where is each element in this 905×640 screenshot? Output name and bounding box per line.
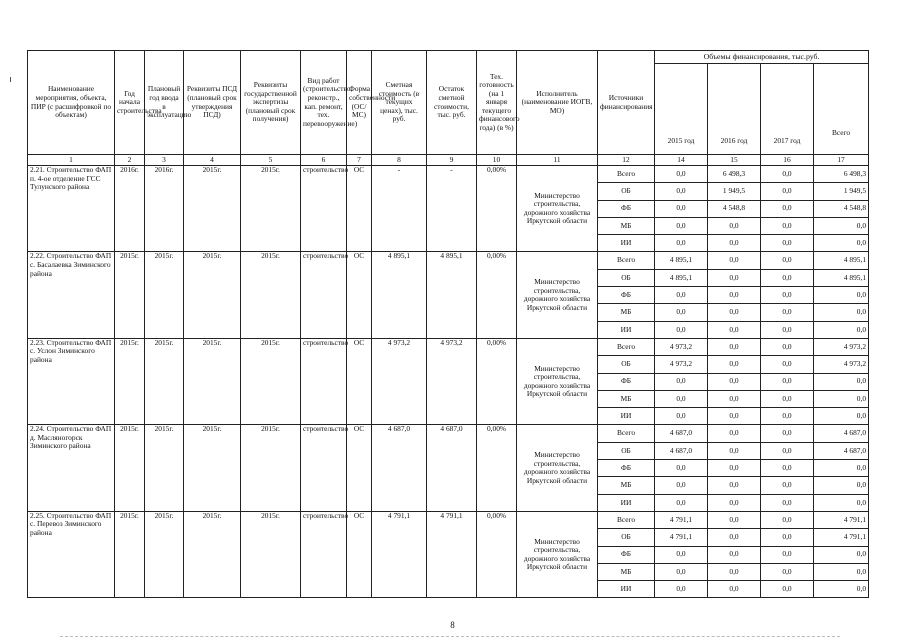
value-2015: 0,0 xyxy=(655,460,708,477)
value-total: 0,0 xyxy=(814,304,869,321)
estimate-cost: 4 973,2 xyxy=(372,338,427,424)
margin-mark xyxy=(10,77,11,82)
value-2016: 0,0 xyxy=(708,511,761,528)
value-2015: 4 895,1 xyxy=(655,252,708,269)
value-2015: 0,0 xyxy=(655,563,708,580)
ownership: ОС xyxy=(347,511,372,597)
column-number: 6 xyxy=(301,155,347,166)
value-2017: 0,0 xyxy=(761,494,814,511)
value-total: 4 791,1 xyxy=(814,511,869,528)
value-2017: 0,0 xyxy=(761,269,814,286)
value-2017: 0,0 xyxy=(761,408,814,425)
readiness: 0,00% xyxy=(477,425,517,511)
value-2016: 0,0 xyxy=(708,235,761,252)
value-2015: 0,0 xyxy=(655,217,708,234)
remaining-cost: 4 973,2 xyxy=(427,338,477,424)
value-total: 4 973,2 xyxy=(814,356,869,373)
value-2015: 0,0 xyxy=(655,373,708,390)
value-2017: 0,0 xyxy=(761,166,814,183)
value-2017: 0,0 xyxy=(761,217,814,234)
value-2017: 0,0 xyxy=(761,425,814,442)
value-2015: 0,0 xyxy=(655,477,708,494)
funding-source: Всего xyxy=(598,425,655,442)
funding-source: ИИ xyxy=(598,321,655,338)
col-work-type-header: Вид работ (строительство, реконстр., кап. ремонт, тех. перевооружение) xyxy=(301,51,347,155)
value-total: 6 498,3 xyxy=(814,166,869,183)
object-name: 2.21. Строительство ФАП п. 4-ое отделение ГСС Тулунского района xyxy=(28,166,115,252)
table-body xyxy=(28,166,869,598)
value-2016: 0,0 xyxy=(708,287,761,304)
col-sources-header: Источники финансирования xyxy=(598,51,655,155)
funding-source: Всего xyxy=(598,252,655,269)
funding-source: ИИ xyxy=(598,494,655,511)
value-2016: 0,0 xyxy=(708,563,761,580)
readiness: 0,00% xyxy=(477,338,517,424)
value-2016: 0,0 xyxy=(708,408,761,425)
expertise-date: 2015г. xyxy=(241,252,301,338)
column-number: 17 xyxy=(814,155,869,166)
value-total: 1 949,5 xyxy=(814,183,869,200)
value-2016: 0,0 xyxy=(708,529,761,546)
value-2015: 4 687,0 xyxy=(655,425,708,442)
year-start: 2015г. xyxy=(115,425,145,511)
value-total: 4 687,0 xyxy=(814,425,869,442)
col-year-start-header: Год начала строительства xyxy=(115,51,145,155)
column-number: 2 xyxy=(115,155,145,166)
funding-source: Всего xyxy=(598,166,655,183)
funding-source: ФБ xyxy=(598,546,655,563)
value-2015: 0,0 xyxy=(655,304,708,321)
funding-source: Всего xyxy=(598,338,655,355)
value-total: 0,0 xyxy=(814,408,869,425)
planned-year: 2015г. xyxy=(145,511,184,597)
funding-source: ОБ xyxy=(598,183,655,200)
value-total: 0,0 xyxy=(814,235,869,252)
year-start: 2015г. xyxy=(115,252,145,338)
psd-date: 2015г. xyxy=(184,252,241,338)
remaining-cost: - xyxy=(427,166,477,252)
funding-source: МБ xyxy=(598,217,655,234)
col-2016-header: 2016 год xyxy=(708,64,761,155)
funding-source: ИИ xyxy=(598,408,655,425)
estimate-cost: 4 687,0 xyxy=(372,425,427,511)
work-type: строительство xyxy=(301,338,347,424)
psd-date: 2015г. xyxy=(184,511,241,597)
table-row xyxy=(28,252,869,269)
estimate-cost: 4 791,1 xyxy=(372,511,427,597)
planned-year: 2015г. xyxy=(145,338,184,424)
funding-source: ОБ xyxy=(598,356,655,373)
value-2017: 0,0 xyxy=(761,546,814,563)
value-2015: 0,0 xyxy=(655,390,708,407)
funding-source: ФБ xyxy=(598,200,655,217)
expertise-date: 2015г. xyxy=(241,338,301,424)
column-number: 14 xyxy=(655,155,708,166)
funding-source: МБ xyxy=(598,477,655,494)
value-total: 0,0 xyxy=(814,460,869,477)
value-2015: 0,0 xyxy=(655,581,708,598)
value-2015: 0,0 xyxy=(655,546,708,563)
col-expertise-header: Реквизиты государственной экспертизы (плановый срок получения) xyxy=(241,51,301,155)
value-2017: 0,0 xyxy=(761,477,814,494)
value-total: 0,0 xyxy=(814,494,869,511)
value-2016: 0,0 xyxy=(708,390,761,407)
ownership: ОС xyxy=(347,338,372,424)
value-2015: 0,0 xyxy=(655,287,708,304)
ownership: ОС xyxy=(347,252,372,338)
value-2016: 0,0 xyxy=(708,477,761,494)
value-2015: 0,0 xyxy=(655,321,708,338)
value-2015: 4 973,2 xyxy=(655,338,708,355)
work-type: строительство xyxy=(301,425,347,511)
col-readiness-header: Тех. готовность (на 1 января текущего финансового года) (в %) xyxy=(477,51,517,155)
column-number: 11 xyxy=(517,155,598,166)
col-executor-header: Исполнитель (наименование ИОГВ, МО) xyxy=(517,51,598,155)
value-total: 0,0 xyxy=(814,581,869,598)
value-2016: 0,0 xyxy=(708,442,761,459)
table-row xyxy=(28,338,869,355)
year-start: 2015г. xyxy=(115,338,145,424)
value-2016: 0,0 xyxy=(708,304,761,321)
estimate-cost: 4 895,1 xyxy=(372,252,427,338)
value-2016: 6 498,3 xyxy=(708,166,761,183)
col-planned-year-header: Плановый год ввода в эксплуатацию xyxy=(145,51,184,155)
column-number: 12 xyxy=(598,155,655,166)
value-2017: 0,0 xyxy=(761,442,814,459)
value-2015: 4 791,1 xyxy=(655,529,708,546)
funding-source: ФБ xyxy=(598,287,655,304)
psd-date: 2015г. xyxy=(184,338,241,424)
value-2016: 0,0 xyxy=(708,356,761,373)
value-2016: 0,0 xyxy=(708,338,761,355)
estimate-cost: - xyxy=(372,166,427,252)
value-2017: 0,0 xyxy=(761,252,814,269)
value-total: 4 687,0 xyxy=(814,442,869,459)
column-number: 5 xyxy=(241,155,301,166)
executor: Министерство строительства, дорожного хозяйства Иркутской области xyxy=(517,511,598,597)
col-total-header: Всего xyxy=(814,64,869,155)
object-name: 2.23. Строительство ФАП с. Услон Зиминского района xyxy=(28,338,115,424)
work-type: строительство xyxy=(301,511,347,597)
funding-source: ФБ xyxy=(598,373,655,390)
value-total: 0,0 xyxy=(814,217,869,234)
value-total: 4 895,1 xyxy=(814,269,869,286)
object-name: 2.25. Строительство ФАП с. Перевоз Зиминского района xyxy=(28,511,115,597)
value-2016: 0,0 xyxy=(708,546,761,563)
col-estimate-header: Сметная стоимость (в текущих ценах), тыс. руб. xyxy=(372,51,427,155)
funding-source: МБ xyxy=(598,304,655,321)
value-total: 4 548,8 xyxy=(814,200,869,217)
value-2017: 0,0 xyxy=(761,356,814,373)
value-2017: 0,0 xyxy=(761,287,814,304)
funding-source: МБ xyxy=(598,563,655,580)
col-remaining-header: Остаток сметной стоимости, тыс. руб. xyxy=(427,51,477,155)
column-number: 3 xyxy=(145,155,184,166)
value-2015: 4 791,1 xyxy=(655,511,708,528)
value-total: 0,0 xyxy=(814,477,869,494)
value-2017: 0,0 xyxy=(761,183,814,200)
value-total: 0,0 xyxy=(814,373,869,390)
value-total: 0,0 xyxy=(814,287,869,304)
value-total: 0,0 xyxy=(814,546,869,563)
value-2015: 4 895,1 xyxy=(655,269,708,286)
col-2015-header: 2015 год xyxy=(655,64,708,155)
value-2017: 0,0 xyxy=(761,321,814,338)
column-number: 10 xyxy=(477,155,517,166)
value-total: 4 973,2 xyxy=(814,338,869,355)
psd-date: 2015г. xyxy=(184,425,241,511)
col-2017-header: 2017 год xyxy=(761,64,814,155)
value-2017: 0,0 xyxy=(761,581,814,598)
funding-source: ОБ xyxy=(598,529,655,546)
column-number: 15 xyxy=(708,155,761,166)
ownership: ОС xyxy=(347,166,372,252)
remaining-cost: 4 791,1 xyxy=(427,511,477,597)
funding-source: ОБ xyxy=(598,269,655,286)
value-2016: 0,0 xyxy=(708,252,761,269)
value-2015: 0,0 xyxy=(655,183,708,200)
value-2015: 0,0 xyxy=(655,166,708,183)
value-2017: 0,0 xyxy=(761,390,814,407)
table-row xyxy=(28,511,869,528)
planned-year: 2016г. xyxy=(145,166,184,252)
remaining-cost: 4 895,1 xyxy=(427,252,477,338)
column-numbers-row xyxy=(28,155,869,166)
object-name: 2.22. Строительство ФАП с. Басалаевка Зиминского района xyxy=(28,252,115,338)
value-2015: 4 687,0 xyxy=(655,442,708,459)
value-2016: 0,0 xyxy=(708,269,761,286)
column-number: 7 xyxy=(347,155,372,166)
value-2017: 0,0 xyxy=(761,563,814,580)
value-2016: 1 949,5 xyxy=(708,183,761,200)
column-number: 9 xyxy=(427,155,477,166)
funding-source: ФБ xyxy=(598,460,655,477)
value-2016: 0,0 xyxy=(708,217,761,234)
readiness: 0,00% xyxy=(477,166,517,252)
value-2016: 0,0 xyxy=(708,460,761,477)
expertise-date: 2015г. xyxy=(241,425,301,511)
col-ownership-header: Форма собственности (ОС/МС) xyxy=(347,51,372,155)
value-2015: 0,0 xyxy=(655,494,708,511)
year-start: 2015г. xyxy=(115,511,145,597)
value-2017: 0,0 xyxy=(761,235,814,252)
funding-source: Всего xyxy=(598,511,655,528)
work-type: строительство xyxy=(301,252,347,338)
expertise-date: 2015г. xyxy=(241,511,301,597)
work-type: строительство xyxy=(301,166,347,252)
column-number: 1 xyxy=(28,155,115,166)
value-2017: 0,0 xyxy=(761,200,814,217)
value-2017: 0,0 xyxy=(761,373,814,390)
col-psd-header: Реквизиты ПСД (плановый срок утверждения ПСД) xyxy=(184,51,241,155)
value-2016: 0,0 xyxy=(708,494,761,511)
value-total: 4 895,1 xyxy=(814,252,869,269)
col-name-header: Наименование мероприятия, объекта, ПИР (с расшифровкой по объектам) xyxy=(28,51,115,155)
value-2017: 0,0 xyxy=(761,304,814,321)
table-row xyxy=(28,166,869,183)
ownership: ОС xyxy=(347,425,372,511)
executor: Министерство строительства, дорожного хозяйства Иркутской области xyxy=(517,338,598,424)
column-number: 4 xyxy=(184,155,241,166)
value-total: 4 791,1 xyxy=(814,529,869,546)
value-2016: 0,0 xyxy=(708,373,761,390)
executor: Министерство строительства, дорожного хозяйства Иркутской области xyxy=(517,166,598,252)
executor: Министерство строительства, дорожного хозяйства Иркутской области xyxy=(517,425,598,511)
value-2015: 4 973,2 xyxy=(655,356,708,373)
bottom-dashed-line xyxy=(60,636,840,638)
header-row-1 xyxy=(28,51,869,64)
value-2015: 0,0 xyxy=(655,200,708,217)
readiness: 0,00% xyxy=(477,511,517,597)
financing-table xyxy=(27,50,869,598)
value-2017: 0,0 xyxy=(761,460,814,477)
remaining-cost: 4 687,0 xyxy=(427,425,477,511)
column-number: 16 xyxy=(761,155,814,166)
funding-source: МБ xyxy=(598,390,655,407)
planned-year: 2015г. xyxy=(145,425,184,511)
value-2015: 0,0 xyxy=(655,408,708,425)
funding-source: ИИ xyxy=(598,581,655,598)
value-2017: 0,0 xyxy=(761,529,814,546)
table-row xyxy=(28,425,869,442)
page-number: 8 xyxy=(450,620,455,630)
value-2016: 0,0 xyxy=(708,321,761,338)
value-2017: 0,0 xyxy=(761,338,814,355)
value-total: 0,0 xyxy=(814,390,869,407)
value-2016: 4 548,8 xyxy=(708,200,761,217)
object-name: 2.24. Строительство ФАП д. Масляногорск Зиминского района xyxy=(28,425,115,511)
funding-source: ОБ xyxy=(598,442,655,459)
funding-group-header: Объемы финансирования, тыс.руб. xyxy=(655,51,869,64)
executor: Министерство строительства, дорожного хозяйства Иркутской области xyxy=(517,252,598,338)
expertise-date: 2015г. xyxy=(241,166,301,252)
value-2016: 0,0 xyxy=(708,581,761,598)
column-number: 8 xyxy=(372,155,427,166)
value-2017: 0,0 xyxy=(761,511,814,528)
value-total: 0,0 xyxy=(814,563,869,580)
value-2015: 0,0 xyxy=(655,235,708,252)
funding-source: ИИ xyxy=(598,235,655,252)
psd-date: 2015г. xyxy=(184,166,241,252)
readiness: 0,00% xyxy=(477,252,517,338)
value-2016: 0,0 xyxy=(708,425,761,442)
planned-year: 2015г. xyxy=(145,252,184,338)
value-total: 0,0 xyxy=(814,321,869,338)
year-start: 2016г. xyxy=(115,166,145,252)
